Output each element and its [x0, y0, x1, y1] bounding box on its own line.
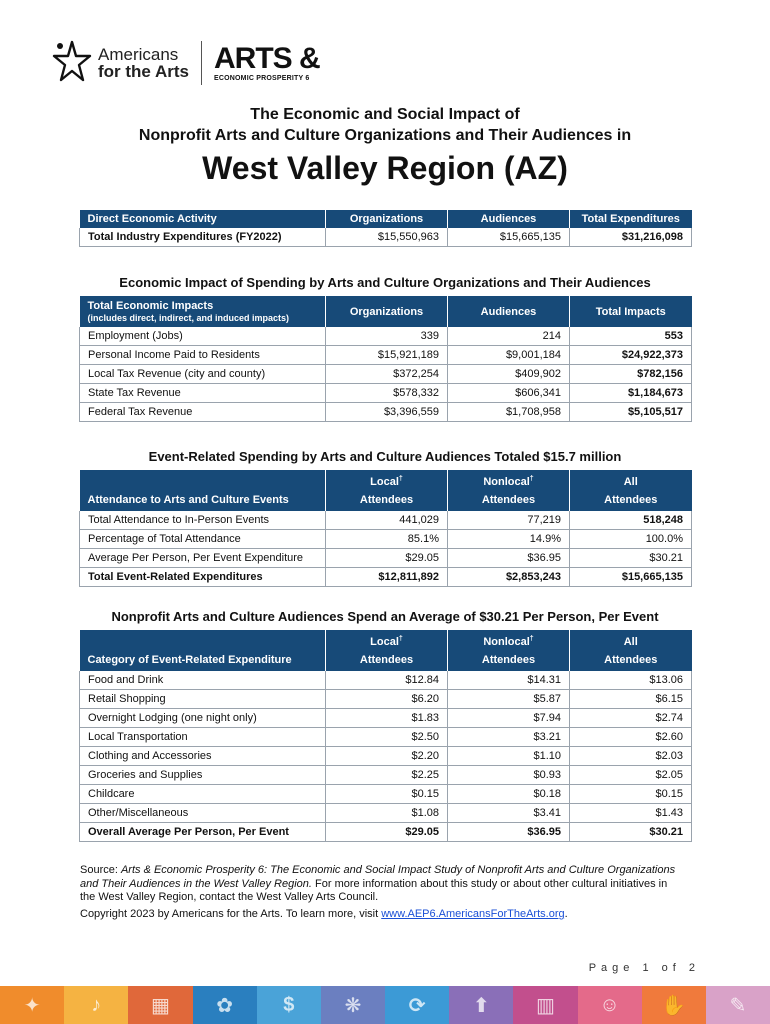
source-prefix: Source: — [80, 864, 121, 876]
category-expenditure-table — [79, 630, 692, 842]
footer-pattern-tile: ⟳ — [385, 986, 449, 1024]
header-attendees-text: Attendees — [604, 493, 658, 506]
table-cell: $12.84 — [326, 671, 448, 690]
event-spending-table — [79, 470, 692, 587]
row-label: Retail Shopping — [80, 690, 326, 709]
row-label: Total Industry Expenditures (FY2022) — [80, 228, 326, 247]
table-row — [80, 327, 692, 346]
row-label: Employment (Jobs) — [80, 327, 326, 346]
header-attendees-text: Attendees — [481, 653, 536, 666]
row-label: Federal Tax Revenue — [80, 403, 326, 422]
table-cell: $0.93 — [448, 766, 570, 785]
column-header: Total Impacts — [570, 296, 692, 327]
table-cell: $1,184,673 — [570, 384, 692, 403]
row-label: Local Transportation — [80, 728, 326, 747]
afta-logo-line1: Americans — [98, 45, 179, 64]
table-total-row — [80, 568, 692, 587]
table-cell: $15,921,189 — [326, 346, 448, 365]
footer-pattern-tile: ♪ — [64, 986, 128, 1024]
footer-pattern-tile: ✦ — [0, 986, 64, 1024]
dagger-mark: † — [529, 634, 534, 642]
header-attendees-text: Attendees — [359, 653, 414, 666]
column-header-nonlocal — [448, 630, 570, 671]
table-header-row — [80, 210, 692, 228]
header-attendees-text: Attendees — [604, 653, 658, 666]
table-cell: $15,665,135 — [448, 228, 570, 247]
header-nonlocal-text: Nonlocal — [483, 635, 530, 648]
table-cell: $13.06 — [570, 671, 692, 690]
table-row — [80, 549, 692, 568]
table-row — [80, 690, 692, 709]
row-label: Percentage of Total Attendance — [80, 530, 326, 549]
table-cell: 518,248 — [570, 511, 692, 530]
source-note — [80, 864, 680, 905]
table-cell: 339 — [326, 327, 448, 346]
table-cell: $1.83 — [326, 709, 448, 728]
section-title-economic-impact: Economic Impact of Spending by Arts and Culture Organizations and Their Audiences — [119, 275, 651, 290]
row-label: Overall Average Per Person, Per Event — [80, 823, 326, 842]
header-sub-text: (includes direct, indirect, and induced impacts) — [87, 312, 290, 323]
table-cell: $29.05 — [326, 549, 448, 568]
star-figure-icon — [52, 40, 92, 86]
table-header-row — [80, 630, 692, 671]
table-row — [80, 403, 692, 422]
row-label: Groceries and Supplies — [80, 766, 326, 785]
table-cell: $3.21 — [448, 728, 570, 747]
footer-pattern-tile: ✎ — [706, 986, 770, 1024]
copyright-end: . — [564, 908, 568, 920]
dagger-mark: † — [398, 474, 403, 482]
table-cell: $1.43 — [570, 804, 692, 823]
dagger-mark: † — [398, 634, 403, 642]
page-number: Page 1 of 2 — [588, 962, 700, 974]
table-header-row — [80, 296, 692, 327]
table-cell: $30.21 — [570, 549, 692, 568]
table-row — [80, 766, 692, 785]
dagger-mark: † — [529, 474, 534, 482]
aep6-logo-subtitle: ECONOMIC PROSPERITY 6 — [214, 75, 310, 82]
table-cell: $9,001,184 — [448, 346, 570, 365]
table-cell: $3,396,559 — [326, 403, 448, 422]
row-label: Other/Miscellaneous — [80, 804, 326, 823]
table-cell: $7.94 — [448, 709, 570, 728]
table-cell: $2.74 — [570, 709, 692, 728]
header-local-text: Local — [370, 475, 399, 488]
afta-logo-line2: for the Arts — [98, 62, 189, 81]
column-header: Total Expenditures — [570, 210, 692, 228]
header-local-text: Local — [370, 635, 399, 648]
footer-pattern-tile: ▦ — [128, 986, 192, 1024]
footer-pattern-tile: ☺ — [578, 986, 642, 1024]
header-attendees-text: Attendees — [359, 493, 414, 506]
table-row — [80, 804, 692, 823]
column-header-local — [326, 630, 448, 671]
column-header-all — [570, 470, 692, 511]
table-row — [80, 384, 692, 403]
aep6-website-link[interactable]: www.AEP6.AmericansForTheArts.org — [381, 908, 565, 920]
table-cell: $1.08 — [326, 804, 448, 823]
table-cell: 100.0% — [570, 530, 692, 549]
header-all-text: All — [623, 635, 638, 648]
row-label: Overnight Lodging (one night only) — [80, 709, 326, 728]
column-header-all — [570, 630, 692, 671]
table-cell: $36.95 — [448, 549, 570, 568]
table-cell: $6.20 — [326, 690, 448, 709]
column-header — [80, 296, 326, 327]
section-title-event-spending: Event-Related Spending by Arts and Culture Audiences Totaled $15.7 million — [148, 449, 622, 464]
row-label: Childcare — [80, 785, 326, 804]
table-cell: $782,156 — [570, 365, 692, 384]
column-header: Audiences — [448, 210, 570, 228]
table-cell: $14.31 — [448, 671, 570, 690]
column-header: Attendance to Arts and Culture Events — [80, 470, 326, 511]
header-nonlocal-text: Nonlocal — [483, 475, 530, 488]
heading-line1: The Economic and Social Impact of — [250, 106, 520, 123]
row-label: Total Attendance to In-Person Events — [80, 511, 326, 530]
heading-line2: Nonprofit Arts and Culture Organizations and Their Audiences in — [138, 127, 632, 144]
table-cell: $0.18 — [448, 785, 570, 804]
table-row — [80, 365, 692, 384]
row-label: Average Per Person, Per Event Expenditure — [80, 549, 326, 568]
table-cell: $2.05 — [570, 766, 692, 785]
header-logos — [52, 38, 320, 88]
table-cell: $2.20 — [326, 747, 448, 766]
table-cell: $3.41 — [448, 804, 570, 823]
table-cell: 553 — [570, 327, 692, 346]
table-cell: $2.60 — [570, 728, 692, 747]
header-attendees-text: Attendees — [481, 493, 536, 506]
table-cell: 441,029 — [326, 511, 448, 530]
row-label: Personal Income Paid to Residents — [80, 346, 326, 365]
source-title: Arts & Economic Prosperity 6: The Economic and Social Impact Study of Nonprofit Arts and Culture Organizations and Their Audiences in the West Valley Region. — [80, 864, 676, 890]
row-label: Clothing and Accessories — [80, 747, 326, 766]
aep6-logo-title: ARTS & — [214, 42, 320, 75]
footer-pattern-tile: $ — [257, 986, 321, 1024]
table-row — [80, 728, 692, 747]
footer-pattern-tile: ▥ — [513, 986, 577, 1024]
table-cell: $36.95 — [448, 823, 570, 842]
table-cell: 14.9% — [448, 530, 570, 549]
row-label: Total Event-Related Expenditures — [80, 568, 326, 587]
table-cell: $2.03 — [570, 747, 692, 766]
column-header: Direct Economic Activity — [80, 210, 326, 228]
table-row — [80, 709, 692, 728]
column-header: Organizations — [326, 296, 448, 327]
table-row — [80, 785, 692, 804]
table-cell: $0.15 — [570, 785, 692, 804]
logo-divider — [201, 41, 202, 85]
table-cell: 214 — [448, 327, 570, 346]
table-cell: $5.87 — [448, 690, 570, 709]
footer-pattern-tile: ✿ — [193, 986, 257, 1024]
table-row — [80, 530, 692, 549]
source-rest: For more information about this study or about other cultural initiatives in the West Valley Region, contact the West Valley Arts Council. — [80, 877, 668, 903]
table-cell: $2.25 — [326, 766, 448, 785]
copyright-text: Copyright 2023 by Americans for the Arts. To learn more, visit — [80, 908, 382, 920]
section-title-categories: Nonprofit Arts and Culture Audiences Spend an Average of $30.21 Per Person, Per Event — [111, 609, 659, 624]
table-cell: $15,550,963 — [326, 228, 448, 247]
table-cell: 85.1% — [326, 530, 448, 549]
table-header-row — [80, 470, 692, 511]
copyright-note — [80, 908, 700, 920]
americans-for-the-arts-logo — [52, 40, 189, 86]
table-row — [80, 228, 692, 247]
row-label: Local Tax Revenue (city and county) — [80, 365, 326, 384]
economic-impact-table — [79, 296, 692, 422]
table-cell: $5,105,517 — [570, 403, 692, 422]
table-total-row — [80, 823, 692, 842]
table-cell: $409,902 — [448, 365, 570, 384]
column-header: Organizations — [326, 210, 448, 228]
table-cell: $31,216,098 — [570, 228, 692, 247]
table-cell: $29.05 — [326, 823, 448, 842]
aep6-logo — [214, 44, 320, 82]
table-cell: $2.50 — [326, 728, 448, 747]
footer-pattern-tile: ⬆ — [449, 986, 513, 1024]
table-cell: $2,853,243 — [448, 568, 570, 587]
region-title: West Valley Region (AZ) — [202, 150, 568, 186]
row-label: Food and Drink — [80, 671, 326, 690]
footer-pattern-tile: ❋ — [321, 986, 385, 1024]
column-header: Category of Event-Related Expenditure — [80, 630, 326, 671]
table-cell: $1,708,958 — [448, 403, 570, 422]
table-cell: $606,341 — [448, 384, 570, 403]
table-row — [80, 671, 692, 690]
header-main-text: Total Economic Impacts — [87, 299, 214, 312]
row-label: State Tax Revenue — [80, 384, 326, 403]
footer-pattern-tile: ✋ — [642, 986, 706, 1024]
table-cell: $30.21 — [570, 823, 692, 842]
table-row — [80, 747, 692, 766]
table-cell: $12,811,892 — [326, 568, 448, 587]
direct-economic-activity-table — [79, 210, 692, 247]
decorative-footer-band — [0, 986, 770, 1024]
column-header-nonlocal — [448, 470, 570, 511]
table-cell: $1.10 — [448, 747, 570, 766]
table-row — [80, 346, 692, 365]
table-cell: $24,922,373 — [570, 346, 692, 365]
header-all-text: All — [623, 475, 638, 488]
table-cell: $372,254 — [326, 365, 448, 384]
table-row — [80, 511, 692, 530]
table-cell: $6.15 — [570, 690, 692, 709]
column-header-local — [326, 470, 448, 511]
table-cell: $578,332 — [326, 384, 448, 403]
table-cell: 77,219 — [448, 511, 570, 530]
table-cell: $0.15 — [326, 785, 448, 804]
table-cell: $15,665,135 — [570, 568, 692, 587]
column-header: Audiences — [448, 296, 570, 327]
